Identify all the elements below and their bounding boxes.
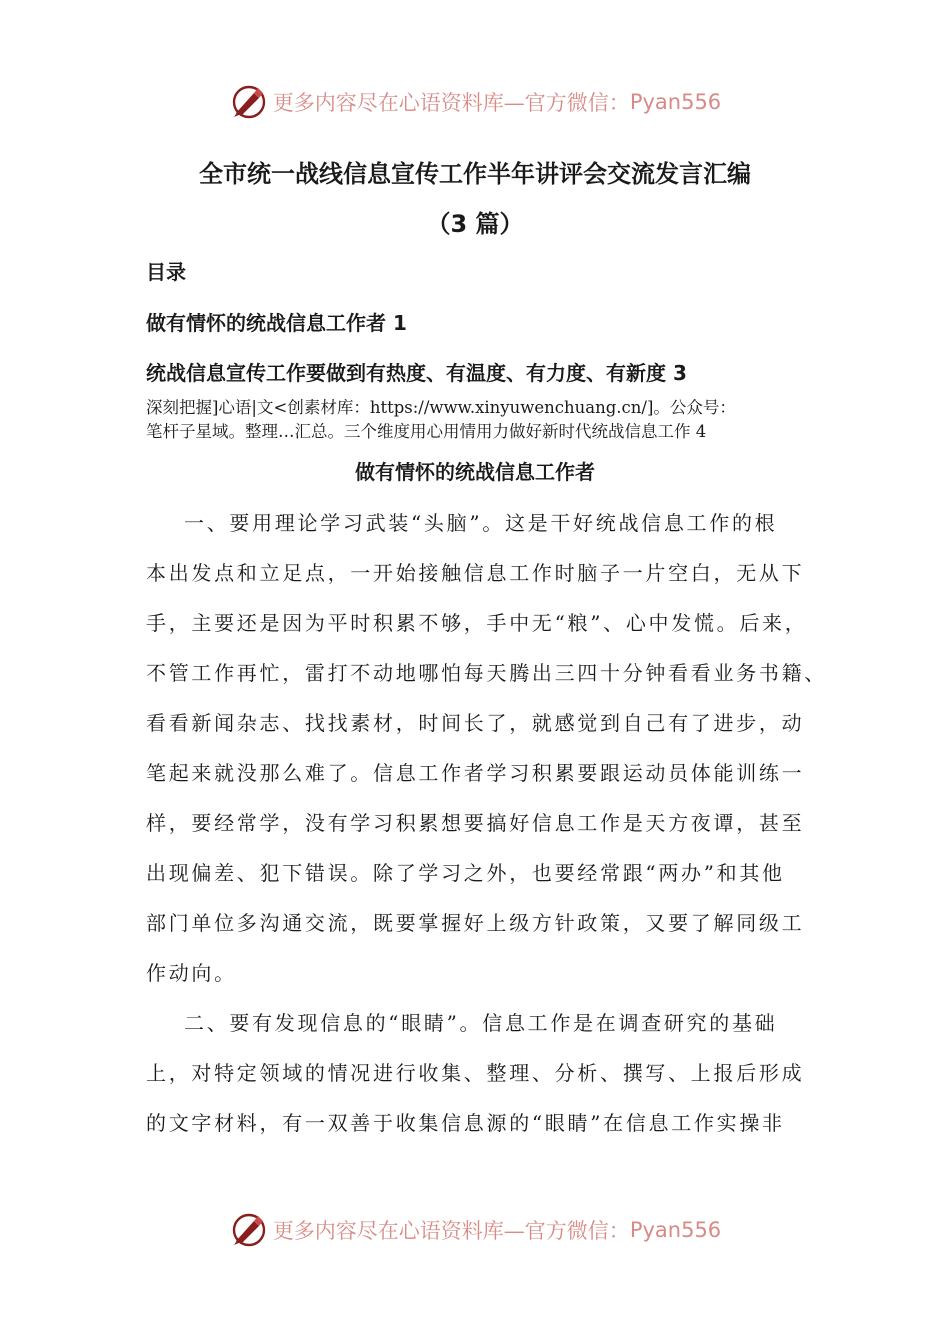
body-line: 一、要用理论学习武装“头脑”。这是干好统战信息工作的根 [184,511,778,535]
body-line: 样，要经常学，没有学习积累想要搞好信息工作是天方夜谭，甚至 [146,811,805,835]
body-line: 二、要有发现信息的“眼睛”。信息工作是在调查研究的基础 [184,1011,778,1035]
document-title-count: （3 篇） [426,210,524,238]
body-line: 不管工作再忙，雷打不动地哪怕每天腾出三四十分钟看看业务书籍、 [146,661,827,685]
body-line: 部门单位多沟通交流，既要掌握好上级方针政策，又要了解同级工 [146,911,805,935]
header-watermark-banner [0,80,950,124]
toc-item-3-line-2: 笔杆子星域。整理…汇总。三个维度用心用情用力做好新时代统战信息工作 4 [146,422,707,441]
toc-item-1: 做有情怀的统战信息工作者 1 [146,311,407,335]
pen-nib-logo-icon [229,82,269,122]
body-line: 作动向。 [146,961,237,985]
body-line: 笔起来就没那么难了。信息工作者学习积累要跟运动员体能训练一 [146,761,805,785]
footer-watermark-banner [0,1208,950,1252]
body-line: 手，主要还是因为平时积累不够，手中无“粮”、心中发慌。后来， [146,611,808,635]
toc-label: 目录 [146,260,186,284]
banner-text: 更多内容尽在心语资料库—官方微信： [272,91,630,115]
section-heading: 做有情怀的统战信息工作者 [355,460,595,484]
pen-nib-logo-icon [229,1210,269,1250]
body-line: 的文字材料，有一双善于收集信息源的“眼睛”在信息工作实操非 [146,1111,785,1135]
document-title: 全市统一战线信息宣传工作半年讲评会交流发言汇编 [199,160,751,188]
body-line: 出现偏差、犯下错误。除了学习之外，也要经常跟“两办”和其他 [146,861,785,885]
body-line: 本出发点和立足点，一开始接触信息工作时脑子一片空白，无从下 [146,561,805,585]
banner-wechat-id: Pyan556 [629,90,722,114]
toc-item-3-line-1: 深刻把握]心语|文<创素材库：https://www.xinyuwenchuang.cn/]。公众号： [146,398,736,417]
body-line: 上，对特定领域的情况进行收集、整理、分析、撰写、上报后形成 [146,1061,805,1085]
banner-text: 更多内容尽在心语资料库—官方微信： [272,1219,630,1243]
body-line: 看看新闻杂志、找找素材，时间长了，就感觉到自己有了进步，动 [146,711,805,735]
toc-item-2: 统战信息宣传工作要做到有热度、有温度、有力度、有新度 3 [146,361,687,385]
toc-item-3 [146,396,826,444]
banner-wechat-id: Pyan556 [629,1218,722,1242]
